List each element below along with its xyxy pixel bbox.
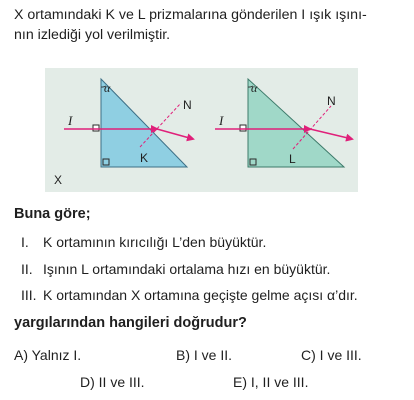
statement-number: II. xyxy=(21,261,33,277)
question-stem xyxy=(14,5,406,45)
prism-figure xyxy=(45,68,358,192)
question-stem-line-2: nın izlediği yol verilmiştir. xyxy=(14,27,171,43)
angle-label-l: α xyxy=(251,81,258,95)
outer-medium-label: X xyxy=(54,173,63,187)
right-angle-mark-k-entry xyxy=(93,125,99,131)
question-prompt: yargılarından hangileri doğrudur? xyxy=(14,315,247,331)
refracted-ray-l xyxy=(310,129,352,139)
statement-text: K ortamından X ortamına geçişte gelme açısı α’dır. xyxy=(43,287,358,303)
statement-2 xyxy=(21,261,330,277)
prism-l xyxy=(248,79,344,167)
option-b[interactable]: B) I ve II. xyxy=(176,347,233,363)
normal-label-l: N xyxy=(327,94,336,108)
refracted-ray-k xyxy=(157,129,193,139)
question-intro: Buna göre; xyxy=(14,206,91,222)
normal-label-k: N xyxy=(183,98,192,112)
prism-diagram xyxy=(45,68,358,192)
statement-text: K ortamının kırıcılığı L’den büyüktür. xyxy=(43,234,267,250)
statement-3 xyxy=(21,287,358,303)
option-a[interactable]: A) Yalnız I. xyxy=(14,347,82,363)
option-e[interactable]: E) I, II ve III. xyxy=(233,374,309,390)
statement-text: Işının L ortamındaki ortalama hızı en büyüktür. xyxy=(43,261,331,277)
medium-label-l: L xyxy=(289,152,296,166)
statement-number: I. xyxy=(21,234,29,250)
question-stem-line-1: X ortamındaki K ve L prizmalarına gönderilen I ışık ışını- xyxy=(14,7,367,23)
medium-label-k: K xyxy=(140,151,149,165)
ray-label-l: I xyxy=(219,113,224,128)
statement-number: III. xyxy=(21,287,37,303)
right-angle-mark-l-entry xyxy=(240,125,246,131)
angle-label-k: α xyxy=(104,81,111,95)
ray-label-k: I xyxy=(68,113,73,128)
option-c[interactable]: C) I ve III. xyxy=(301,347,362,363)
option-d[interactable]: D) II ve III. xyxy=(80,374,145,390)
statement-1 xyxy=(21,234,266,250)
